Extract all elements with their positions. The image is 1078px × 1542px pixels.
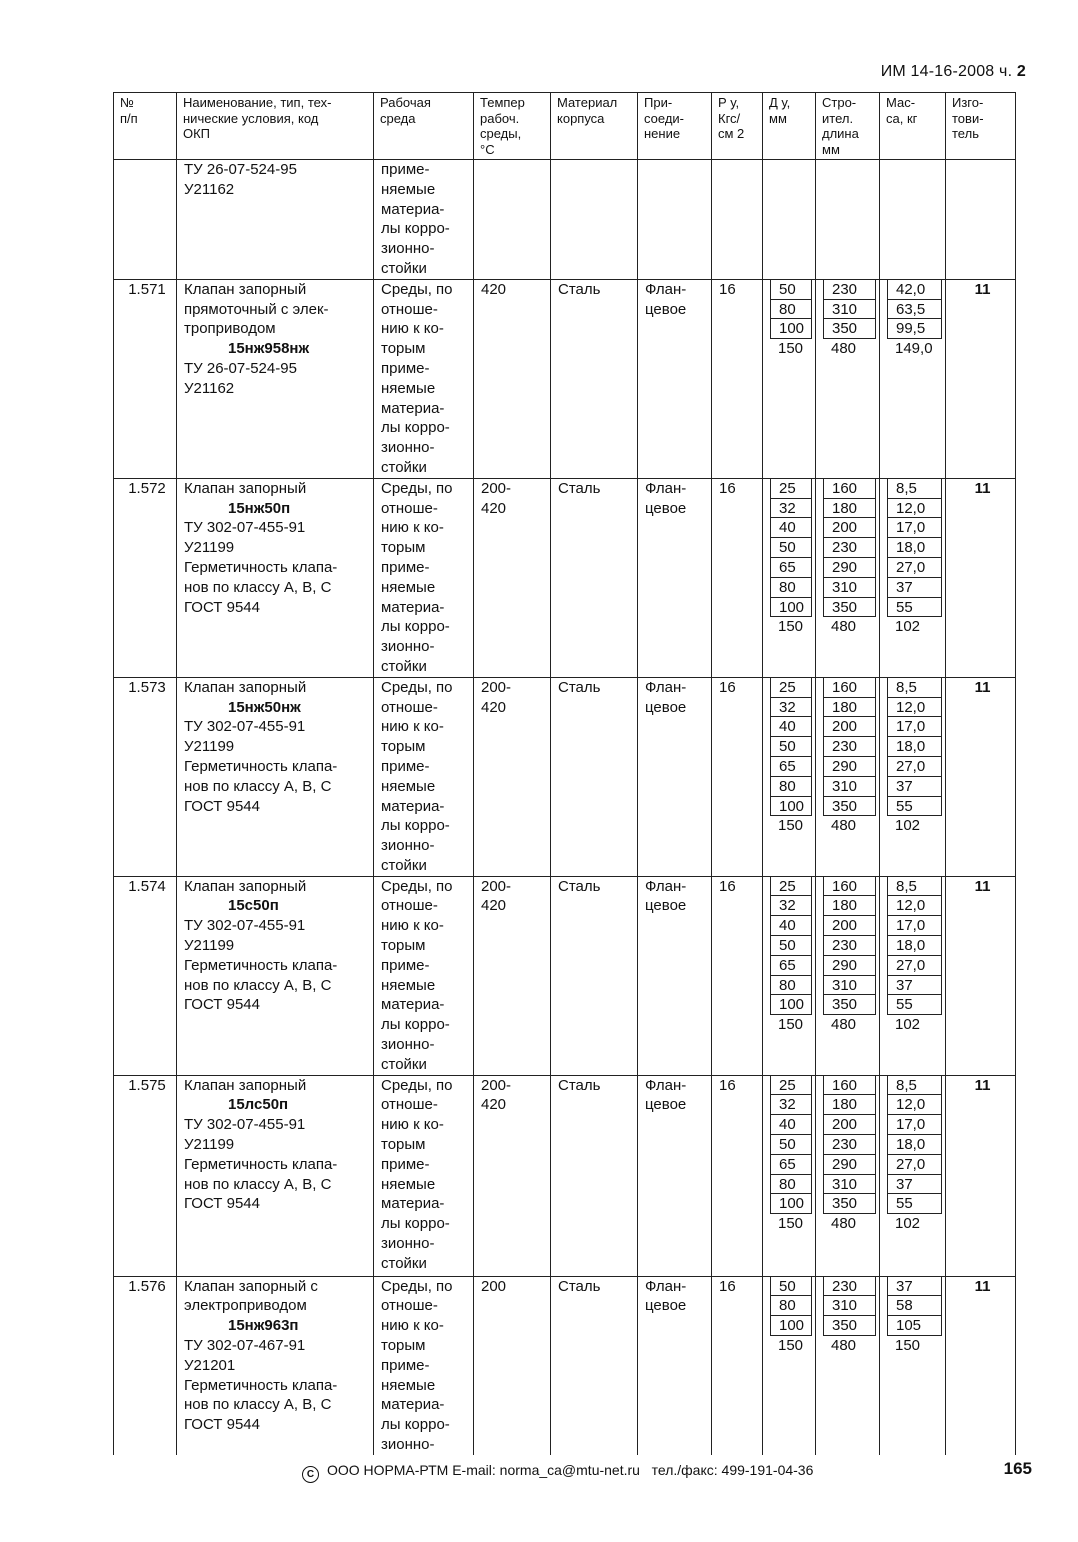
mass-value: 8,5 bbox=[887, 877, 942, 897]
mass-value: 17,0 bbox=[887, 717, 942, 737]
mass-value: 102 bbox=[895, 1016, 921, 1034]
working-temperature: 200- 420 bbox=[474, 1075, 551, 1276]
connection-type: Флан- цевое bbox=[638, 279, 712, 478]
table-row bbox=[114, 279, 1016, 478]
construction-length-cell bbox=[816, 1075, 880, 1276]
construction-length-cell bbox=[816, 677, 880, 876]
mass-value: 37 bbox=[887, 777, 942, 797]
valve-model: 15с50п bbox=[228, 897, 279, 915]
nominal-pressure: 16 bbox=[712, 478, 763, 677]
nominal-diameter-cell bbox=[763, 279, 816, 478]
footer-company: ООО НОРМА-РТМ bbox=[327, 1462, 449, 1478]
working-medium: Среды, по отноше- нию к ко- торым приме- няемые материа- лы корро- зионно- стойки bbox=[374, 876, 474, 1075]
connection-type bbox=[638, 160, 712, 280]
construction-length-value: 350 bbox=[823, 797, 876, 817]
connection-type: Флан- цевое bbox=[638, 1075, 712, 1276]
mass-value: 58 bbox=[887, 1296, 942, 1316]
nominal-diameter-value: 32 bbox=[770, 1095, 812, 1115]
nominal-diameter-value: 150 bbox=[778, 1215, 804, 1233]
manufacturer-code: 11 bbox=[946, 279, 1016, 478]
valve-spec-table bbox=[113, 92, 1016, 1455]
working-temperature: 420 bbox=[474, 279, 551, 478]
construction-length-value: 310 bbox=[823, 578, 876, 598]
mass-value: 27,0 bbox=[887, 558, 942, 578]
manufacturer-code bbox=[946, 160, 1016, 280]
nominal-diameter-value: 40 bbox=[770, 916, 812, 936]
nominal-diameter-value: 25 bbox=[770, 479, 812, 499]
nominal-diameter-value: 80 bbox=[770, 1175, 812, 1195]
nominal-diameter-value: 80 bbox=[770, 578, 812, 598]
valve-description: Клапан запорный bbox=[184, 678, 307, 696]
valve-name-cell bbox=[177, 1075, 374, 1276]
valve-specs: ТУ 302-07-455-91 У21199 Герметичность клапа- нов по классу А, В, С ГОСТ 9544 bbox=[184, 519, 338, 616]
table-row bbox=[114, 1276, 1016, 1455]
column-header: Д у, мм bbox=[763, 93, 816, 160]
nominal-diameter-value: 65 bbox=[770, 558, 812, 578]
connection-type: Флан- цевое bbox=[638, 876, 712, 1075]
row-number bbox=[114, 160, 177, 280]
mass-cell bbox=[880, 160, 946, 280]
construction-length-value: 480 bbox=[831, 618, 857, 636]
manufacturer-code: 11 bbox=[946, 1075, 1016, 1276]
valve-description: Клапан запорный прямоточный с элек- троприводом bbox=[184, 280, 329, 338]
mass-cell bbox=[880, 1276, 946, 1455]
construction-length-cell bbox=[816, 279, 880, 478]
nominal-diameter-value: 150 bbox=[778, 618, 804, 636]
nominal-diameter-value: 32 bbox=[770, 698, 812, 718]
valve-description: Клапан запорный bbox=[184, 1076, 307, 1094]
column-header: При- соеди- нение bbox=[638, 93, 712, 160]
working-medium: Среды, по отноше- нию к ко- торым приме- няемые материа- лы корро- зионно- стойки bbox=[374, 677, 474, 876]
mass-value: 99,5 bbox=[887, 319, 942, 339]
table-row bbox=[114, 1075, 1016, 1276]
column-header: Рабочая среда bbox=[374, 93, 474, 160]
nominal-diameter-value: 80 bbox=[770, 1296, 812, 1316]
nominal-diameter-value: 100 bbox=[770, 1194, 812, 1214]
body-material: Сталь bbox=[551, 876, 638, 1075]
nominal-diameter-value: 25 bbox=[770, 877, 812, 897]
construction-length-value: 160 bbox=[823, 1076, 876, 1096]
construction-length-value: 160 bbox=[823, 678, 876, 698]
construction-length-value: 200 bbox=[823, 518, 876, 538]
nominal-diameter-value: 50 bbox=[770, 936, 812, 956]
construction-length-value: 230 bbox=[823, 538, 876, 558]
mass-value: 27,0 bbox=[887, 956, 942, 976]
mass-value: 102 bbox=[895, 618, 921, 636]
construction-length-value: 310 bbox=[823, 1296, 876, 1316]
working-temperature bbox=[474, 160, 551, 280]
row-number: 1.574 bbox=[114, 876, 177, 1075]
mass-value: 18,0 bbox=[887, 538, 942, 558]
nominal-diameter-value: 25 bbox=[770, 678, 812, 698]
valve-name-cell bbox=[177, 876, 374, 1075]
nominal-diameter-value: 32 bbox=[770, 499, 812, 519]
construction-length-value: 310 bbox=[823, 300, 876, 320]
column-header: Изго- тови- тель bbox=[946, 93, 1016, 160]
valve-description: Клапан запорный с электроприводом bbox=[184, 1277, 318, 1315]
footer-phone: 499-191-04-36 bbox=[721, 1462, 814, 1478]
construction-length-value: 310 bbox=[823, 777, 876, 797]
valve-specs: ТУ 302-07-455-91 У21199 Герметичность клапа- нов по классу А, В, С ГОСТ 9544 bbox=[184, 718, 338, 815]
nominal-pressure: 16 bbox=[712, 1075, 763, 1276]
mass-value: 55 bbox=[887, 598, 942, 618]
valve-model: 15нж963п bbox=[228, 1317, 299, 1335]
nominal-diameter-value: 150 bbox=[778, 817, 804, 835]
construction-length-value: 480 bbox=[831, 340, 857, 358]
working-medium: Среды, по отноше- нию к ко- торым приме- няемые материа- лы корро- зионно- стойки bbox=[374, 1075, 474, 1276]
nominal-diameter-cell bbox=[763, 160, 816, 280]
table-row bbox=[114, 160, 1016, 280]
mass-value: 37 bbox=[887, 976, 942, 996]
mass-cell bbox=[880, 279, 946, 478]
construction-length-value: 290 bbox=[823, 956, 876, 976]
nominal-diameter-value: 80 bbox=[770, 777, 812, 797]
valve-model: 15лс50п bbox=[228, 1096, 289, 1114]
mass-cell bbox=[880, 478, 946, 677]
table-row bbox=[114, 677, 1016, 876]
mass-value: 102 bbox=[895, 817, 921, 835]
nominal-pressure: 16 bbox=[712, 279, 763, 478]
table-header-row bbox=[114, 93, 1016, 160]
nominal-diameter-value: 40 bbox=[770, 717, 812, 737]
construction-length-value: 480 bbox=[831, 1215, 857, 1233]
mass-value: 105 bbox=[887, 1316, 942, 1336]
working-medium: Среды, по отноше- нию к ко- торым приме- няемые материа- лы корро- зионно- стойки bbox=[374, 279, 474, 478]
mass-value: 12,0 bbox=[887, 499, 942, 519]
mass-value: 37 bbox=[887, 1277, 942, 1297]
construction-length-cell bbox=[816, 160, 880, 280]
construction-length-value: 160 bbox=[823, 877, 876, 897]
nominal-diameter-cell bbox=[763, 876, 816, 1075]
valve-name-cell bbox=[177, 677, 374, 876]
nominal-diameter-value: 25 bbox=[770, 1076, 812, 1096]
mass-value: 55 bbox=[887, 797, 942, 817]
mass-cell bbox=[880, 677, 946, 876]
manufacturer-code: 11 bbox=[946, 876, 1016, 1075]
valve-name-cell bbox=[177, 478, 374, 677]
mass-value: 37 bbox=[887, 1175, 942, 1195]
mass-value: 8,5 bbox=[887, 678, 942, 698]
valve-model: 15нж958нж bbox=[228, 340, 310, 358]
construction-length-value: 350 bbox=[823, 995, 876, 1015]
nominal-diameter-value: 65 bbox=[770, 956, 812, 976]
construction-length-value: 230 bbox=[823, 936, 876, 956]
mass-value: 12,0 bbox=[887, 698, 942, 718]
body-material: Сталь bbox=[551, 279, 638, 478]
column-header: Мас- са, кг bbox=[880, 93, 946, 160]
valve-description: Клапан запорный bbox=[184, 877, 307, 895]
construction-length-value: 350 bbox=[823, 1316, 876, 1336]
column-header: Р у, Кгс/ см 2 bbox=[712, 93, 763, 160]
valve-description: Клапан запорный bbox=[184, 479, 307, 497]
mass-value: 149,0 bbox=[895, 340, 933, 358]
document-part: 2 bbox=[1016, 63, 1026, 80]
construction-length-value: 310 bbox=[823, 976, 876, 996]
construction-length-value: 290 bbox=[823, 1155, 876, 1175]
construction-length-value: 350 bbox=[823, 319, 876, 339]
mass-value: 12,0 bbox=[887, 1095, 942, 1115]
mass-value: 150 bbox=[895, 1337, 921, 1355]
nominal-diameter-value: 40 bbox=[770, 518, 812, 538]
construction-length-cell bbox=[816, 876, 880, 1075]
connection-type: Флан- цевое bbox=[638, 1276, 712, 1455]
valve-specs: ТУ 26-07-524-95 У21162 bbox=[184, 359, 297, 397]
manufacturer-code: 11 bbox=[946, 1276, 1016, 1455]
table-row bbox=[114, 876, 1016, 1075]
nominal-diameter-value: 32 bbox=[770, 896, 812, 916]
valve-model: 15нж50нж bbox=[228, 698, 301, 716]
mass-value: 37 bbox=[887, 578, 942, 598]
nominal-diameter-value: 50 bbox=[770, 1135, 812, 1155]
mass-value: 27,0 bbox=[887, 1155, 942, 1175]
column-header: Наименование, тип, тех- нические условия, код ОКП bbox=[177, 93, 374, 160]
construction-length-value: 160 bbox=[823, 479, 876, 499]
mass-value: 27,0 bbox=[887, 757, 942, 777]
working-temperature: 200- 420 bbox=[474, 478, 551, 677]
construction-length-value: 350 bbox=[823, 598, 876, 618]
valve-name-cell bbox=[177, 160, 374, 280]
nominal-diameter-value: 40 bbox=[770, 1115, 812, 1135]
nominal-pressure bbox=[712, 160, 763, 280]
mass-value: 17,0 bbox=[887, 518, 942, 538]
page-number: 165 bbox=[1003, 1459, 1032, 1478]
connection-type: Флан- цевое bbox=[638, 478, 712, 677]
mass-value: 8,5 bbox=[887, 479, 942, 499]
nominal-pressure: 16 bbox=[712, 1276, 763, 1455]
construction-length-value: 310 bbox=[823, 1175, 876, 1195]
construction-length-value: 230 bbox=[823, 1135, 876, 1155]
nominal-diameter-value: 50 bbox=[770, 538, 812, 558]
column-header: Темпер рабоч. среды, °С bbox=[474, 93, 551, 160]
construction-length-value: 200 bbox=[823, 717, 876, 737]
mass-value: 12,0 bbox=[887, 896, 942, 916]
construction-length-value: 180 bbox=[823, 896, 876, 916]
working-temperature: 200- 420 bbox=[474, 876, 551, 1075]
construction-length-value: 180 bbox=[823, 499, 876, 519]
construction-length-value: 180 bbox=[823, 1095, 876, 1115]
row-number: 1.572 bbox=[114, 478, 177, 677]
manufacturer-code: 11 bbox=[946, 478, 1016, 677]
nominal-diameter-cell bbox=[763, 478, 816, 677]
nominal-diameter-cell bbox=[763, 1075, 816, 1276]
nominal-diameter-value: 100 bbox=[770, 797, 812, 817]
nominal-diameter-value: 100 bbox=[770, 598, 812, 618]
construction-length-value: 180 bbox=[823, 698, 876, 718]
valve-specs: ТУ 302-07-455-91 У21199 Герметичность клапа- нов по классу А, В, С ГОСТ 9544 bbox=[184, 1116, 338, 1213]
mass-value: 42,0 bbox=[887, 280, 942, 300]
construction-length-cell bbox=[816, 478, 880, 677]
footer-email: norma_ca@mtu-net.ru bbox=[499, 1462, 640, 1478]
construction-length-value: 230 bbox=[823, 737, 876, 757]
mass-value: 55 bbox=[887, 1194, 942, 1214]
nominal-diameter-value: 65 bbox=[770, 1155, 812, 1175]
valve-specs: ТУ 302-07-455-91 У21199 Герметичность клапа- нов по классу А, В, С ГОСТ 9544 bbox=[184, 917, 338, 1014]
connection-type: Флан- цевое bbox=[638, 677, 712, 876]
mass-value: 63,5 bbox=[887, 300, 942, 320]
body-material: Сталь bbox=[551, 677, 638, 876]
mass-value: 55 bbox=[887, 995, 942, 1015]
valve-name-cell bbox=[177, 1276, 374, 1455]
construction-length-value: 200 bbox=[823, 1115, 876, 1135]
working-medium: Среды, по отноше- нию к ко- торым приме- няемые материа- лы корро- зионно- стойки bbox=[374, 478, 474, 677]
footer-phone-label: тел./факс: bbox=[651, 1462, 718, 1478]
nominal-diameter-value: 65 bbox=[770, 757, 812, 777]
mass-value: 8,5 bbox=[887, 1076, 942, 1096]
nominal-pressure: 16 bbox=[712, 876, 763, 1075]
valve-specs: ТУ 302-07-467-91 У21201 Герметичность клапа- нов по классу А, В, С ГОСТ 9544 bbox=[184, 1337, 338, 1434]
document-code bbox=[881, 63, 1026, 81]
row-number: 1.575 bbox=[114, 1075, 177, 1276]
mass-value: 18,0 bbox=[887, 1135, 942, 1155]
mass-value: 18,0 bbox=[887, 737, 942, 757]
valve-name-cell bbox=[177, 279, 374, 478]
column-header: Материал корпуса bbox=[551, 93, 638, 160]
nominal-diameter-value: 100 bbox=[770, 1316, 812, 1336]
row-number: 1.571 bbox=[114, 279, 177, 478]
construction-length-value: 230 bbox=[823, 1277, 876, 1297]
construction-length-value: 480 bbox=[831, 817, 857, 835]
nominal-diameter-value: 100 bbox=[770, 319, 812, 339]
construction-length-value: 290 bbox=[823, 757, 876, 777]
nominal-diameter-cell bbox=[763, 677, 816, 876]
construction-length-value: 290 bbox=[823, 558, 876, 578]
construction-length-value: 480 bbox=[831, 1337, 857, 1355]
manufacturer-code: 11 bbox=[946, 677, 1016, 876]
construction-length-value: 480 bbox=[831, 1016, 857, 1034]
copyright-icon: C bbox=[302, 1466, 319, 1483]
working-medium: Среды, по отноше- нию к ко- торым приме- няемые материа- лы корро- зионно- bbox=[374, 1276, 474, 1455]
document-code-text: ИМ 14-16-2008 ч. bbox=[880, 63, 1013, 80]
valve-description: ТУ 26-07-524-95 У21162 bbox=[184, 161, 297, 198]
valve-model: 15нж50п bbox=[228, 499, 291, 517]
nominal-diameter-value: 80 bbox=[770, 300, 812, 320]
mass-value: 17,0 bbox=[887, 1115, 942, 1135]
column-header: Стро- ител. длина мм bbox=[816, 93, 880, 160]
column-header: № п/п bbox=[114, 93, 177, 160]
nominal-diameter-value: 150 bbox=[778, 340, 804, 358]
mass-value: 17,0 bbox=[887, 916, 942, 936]
footer bbox=[302, 1462, 813, 1483]
table-row bbox=[114, 478, 1016, 677]
body-material: Сталь bbox=[551, 1276, 638, 1455]
nominal-diameter-value: 150 bbox=[778, 1016, 804, 1034]
construction-length-cell bbox=[816, 1276, 880, 1455]
mass-value: 102 bbox=[895, 1215, 921, 1233]
nominal-pressure: 16 bbox=[712, 677, 763, 876]
nominal-diameter-value: 50 bbox=[770, 737, 812, 757]
mass-cell bbox=[880, 1075, 946, 1276]
footer-email-label: E-mail: bbox=[452, 1462, 496, 1478]
nominal-diameter-value: 80 bbox=[770, 976, 812, 996]
nominal-diameter-value: 50 bbox=[770, 280, 812, 300]
body-material bbox=[551, 160, 638, 280]
nominal-diameter-value: 100 bbox=[770, 995, 812, 1015]
working-medium: приме- няемые материа- лы корро- зионно- стойки bbox=[374, 160, 474, 280]
body-material: Сталь bbox=[551, 478, 638, 677]
construction-length-value: 350 bbox=[823, 1194, 876, 1214]
working-temperature: 200- 420 bbox=[474, 677, 551, 876]
nominal-diameter-value: 50 bbox=[770, 1277, 812, 1297]
mass-cell bbox=[880, 876, 946, 1075]
row-number: 1.573 bbox=[114, 677, 177, 876]
table-body bbox=[114, 160, 1016, 1455]
construction-length-value: 200 bbox=[823, 916, 876, 936]
working-temperature: 200 bbox=[474, 1276, 551, 1455]
body-material: Сталь bbox=[551, 1075, 638, 1276]
nominal-diameter-value: 150 bbox=[778, 1337, 804, 1355]
construction-length-value: 230 bbox=[823, 280, 876, 300]
nominal-diameter-cell bbox=[763, 1276, 816, 1455]
row-number: 1.576 bbox=[114, 1276, 177, 1455]
mass-value: 18,0 bbox=[887, 936, 942, 956]
